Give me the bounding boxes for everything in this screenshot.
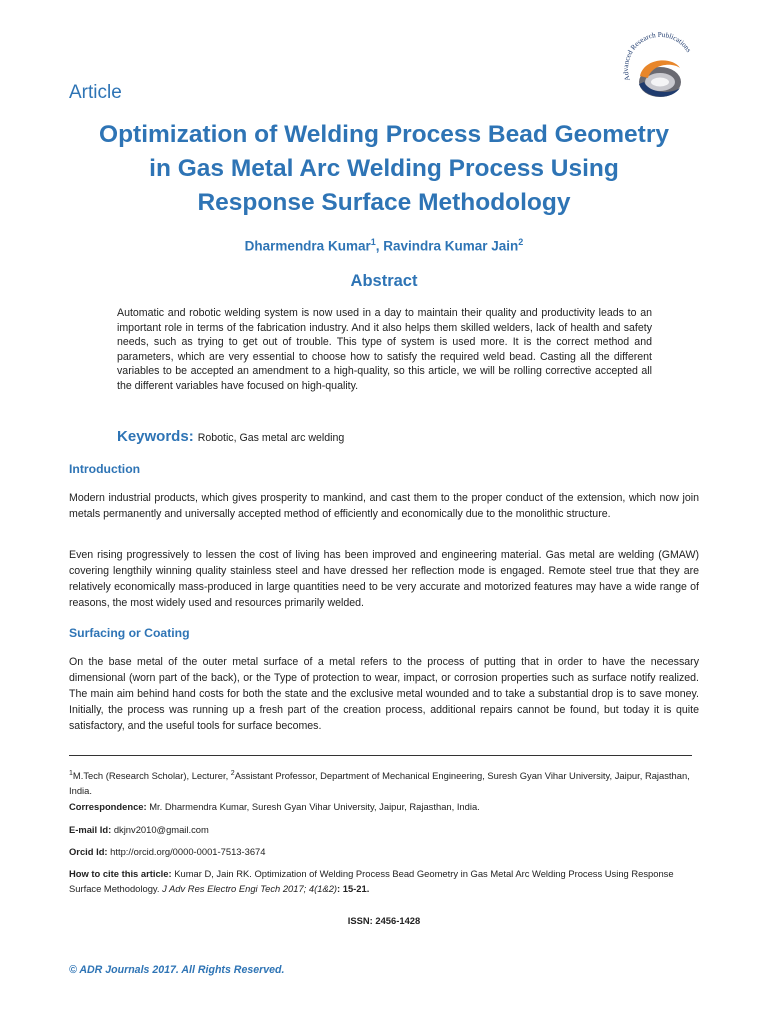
section-heading-introduction: Introduction <box>69 462 141 476</box>
orcid <box>69 844 704 859</box>
keywords <box>117 428 344 445</box>
keywords-label: Keywords: <box>117 428 194 445</box>
logo-text: Advanced Research Publications <box>621 30 693 82</box>
title-line: in Gas Metal Arc Welding Process Using <box>149 155 619 182</box>
publisher-logo-graphic <box>614 22 706 114</box>
email <box>69 822 704 837</box>
citation-label: How to cite this article: <box>69 868 172 879</box>
paragraph: Even rising progressively to lessen the cost of living has been improved and engineering material. Gas metal are welding (GMAW) covering lengthily winning quality stainless steel and have dressed her reflection mode is engaged. Remote steel true that they are relatively economically mass-produced in large quantities need to be very accurate and motorized features may have a wide range of reasons, the most widely used and resources primarily welded. <box>69 549 699 609</box>
author-separator: , <box>375 238 384 254</box>
correspondence-value: Mr. Dharmendra Kumar, Suresh Gyan Vihar University, Jaipur, Rajasthan, India. <box>149 801 480 812</box>
keywords-value: Robotic, Gas metal arc welding <box>197 432 345 444</box>
affiliation-text: M.Tech (Research Scholar), Lecturer, <box>72 770 231 782</box>
orcid-link[interactable]: http://orcid.org/0000-0001-7513-3674 <box>110 846 266 857</box>
paper-title <box>40 118 728 220</box>
email-label: E-mail Id: <box>69 824 112 835</box>
publisher-logo <box>614 22 706 114</box>
article-type-label: Article <box>69 82 122 103</box>
copyright-notice: © ADR Journals 2017. All Rights Reserved. <box>69 964 285 976</box>
title-line: Response Surface Methodology <box>197 189 571 216</box>
paragraph: On the base metal of the outer metal surface of a metal refers to the process of putting that in order to have the necessary dimensional (worn part of the back), or the Type of protection to wear, impact, or corrosion properties such as surface notify realized. The main aim behind hand costs for both the state and the exclusive metal wounded and to take a substantial drop is to save money. Initially, the process was running up a fresh part of the creation process, additional repairs cannot be found, but today it is quite satisfactory, and the useful tools for surface becomes. <box>69 656 699 732</box>
abstract-heading: Abstract <box>350 272 418 290</box>
affiliation-footnote <box>69 766 704 798</box>
author-name: Ravindra Kumar Jain <box>383 238 519 254</box>
correspondence <box>69 799 704 814</box>
author-name: Dharmendra Kumar <box>244 238 371 254</box>
citation <box>69 866 704 896</box>
author-affiliation-mark: 1 <box>370 237 376 247</box>
paragraph: Modern industrial products, which gives prosperity to mankind, and cast them to the proper conduct of the extension, which now join metals permanently and universally accepted method of efficiently and economically due to the monolithic structure. <box>69 492 699 520</box>
title-line: Optimization of Welding Process Bead Geometry <box>99 121 669 148</box>
citation-journal: J Adv Res Electro Engi Tech 2017; 4(1&2) <box>162 883 338 894</box>
email-link[interactable]: dkjnv2010@gmail.com <box>113 824 209 835</box>
orcid-label: Orcid Id: <box>69 846 108 857</box>
affiliation-text: Assistant Professor, Department of Mechanical Engineering, Suresh Gyan Vihar University, Jaipur, Rajasthan, India. <box>69 770 690 797</box>
footnote-divider <box>69 755 692 756</box>
correspondence-label: Correspondence: <box>69 801 147 812</box>
affiliation-mark: 2 <box>230 770 235 777</box>
author-list <box>40 237 728 254</box>
citation-pages: : 15-21. <box>337 883 370 894</box>
abstract-text: Automatic and robotic welding system is now used in a day to maintain their quality and productivity leads to an important role in terms of the fabrication industry. And it also helps them skilled welders, lack of health and safety needs, such as trying to get out of trouble. This type of system is used more. It is the correct method and parameters, which are very essential to choose how to satisfy the required weld bead. Casting all the different variables to be accepted an amendment to a high-quality, so this article, we will be rolling corrective accepted all the different variables have focused on high-quality. <box>117 307 652 392</box>
issn: ISSN: 2456-1428 <box>347 915 421 926</box>
author-affiliation-mark: 2 <box>518 237 524 247</box>
section-heading-surfacing: Surfacing or Coating <box>69 626 190 640</box>
citation-text: Kumar D, Jain RK. Optimization of Welding Process Bead Geometry in Gas Metal Arc Welding Process Using Response Surface Methodology. <box>69 868 674 894</box>
affiliation-mark: 1 <box>69 770 73 777</box>
